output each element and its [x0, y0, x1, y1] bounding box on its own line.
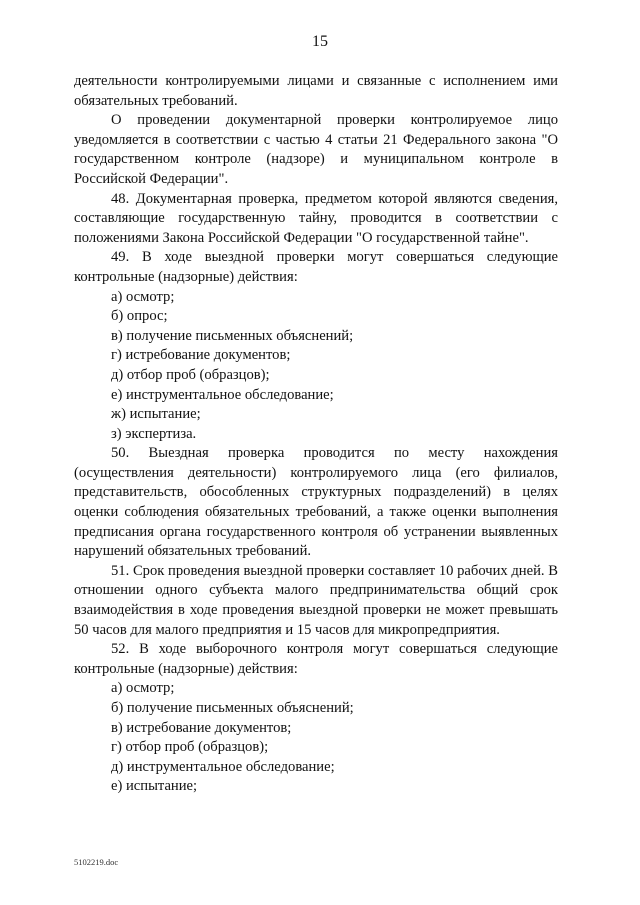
- paragraph-51: 51. Срок проведения выездной проверки составляет 10 рабочих дней. В отношении одного субъекта малого предпринимательства общий срок взаимодействия в ходе проведения выездной проверки не может превышать 50 часов для малого предприятия и 15 часов для микропредприятия.: [74, 562, 558, 638]
- paragraph-continuation: деятельности контролируемыми лицами и связанные с исполнением ими обязательных требований.: [74, 73, 558, 109]
- list-item: б) опрос;: [111, 308, 168, 325]
- list-item: в) истребование документов;: [111, 719, 292, 736]
- document-code: 5102219.doc: [74, 857, 119, 867]
- list-item: в) получение письменных объяснений;: [111, 327, 354, 344]
- list-item: а) осмотр;: [111, 680, 175, 697]
- list-item: е) инструментальное обследование;: [111, 386, 334, 403]
- list-item: д) отбор проб (образцов);: [111, 366, 270, 383]
- paragraph-49: 49. В ходе выездной проверки могут совершаться следующие контрольные (надзорные) действия:: [74, 249, 558, 285]
- paragraph-notification: О проведении документарной проверки контролируемое лицо уведомляется в соответствии с частью 4 статьи 21 Федерального закона "О государственном контроле (надзоре) и муниципальном контроле в Российской Федерации".: [74, 112, 558, 187]
- list-item: б) получение письменных объяснений;: [111, 700, 354, 716]
- page-number: 15: [312, 33, 328, 50]
- paragraph-52: 52. В ходе выборочного контроля могут совершаться следующие контрольные (надзорные) действия:: [74, 641, 558, 677]
- list-item: г) истребование документов;: [111, 347, 291, 364]
- paragraph-50: 50. Выездная проверка проводится по месту нахождения (осуществления деятельности) контролируемого лица (его филиалов, представительств, обособленных структурных подразделений) в целях оценки соблюдения обязательных требований, а также оценки выполнения предписания органа государственного контроля об устранении выявленных нарушений обязательных требований.: [74, 445, 558, 560]
- list-item: а) осмотр;: [111, 288, 175, 305]
- list-item: з) экспертиза.: [111, 425, 197, 442]
- list-item: г) отбор проб (образцов);: [111, 739, 269, 756]
- paragraph-48: 48. Документарная проверка, предметом которой являются сведения, составляющие государственную тайну, проводится в соответствии с положениями Закона Российской Федерации "О государственной тайне".: [74, 190, 558, 246]
- list-item: д) инструментальное обследование;: [111, 758, 335, 775]
- document-body: [74, 72, 558, 797]
- list-item: е) испытание;: [111, 778, 198, 795]
- list-item: ж) испытание;: [111, 406, 201, 423]
